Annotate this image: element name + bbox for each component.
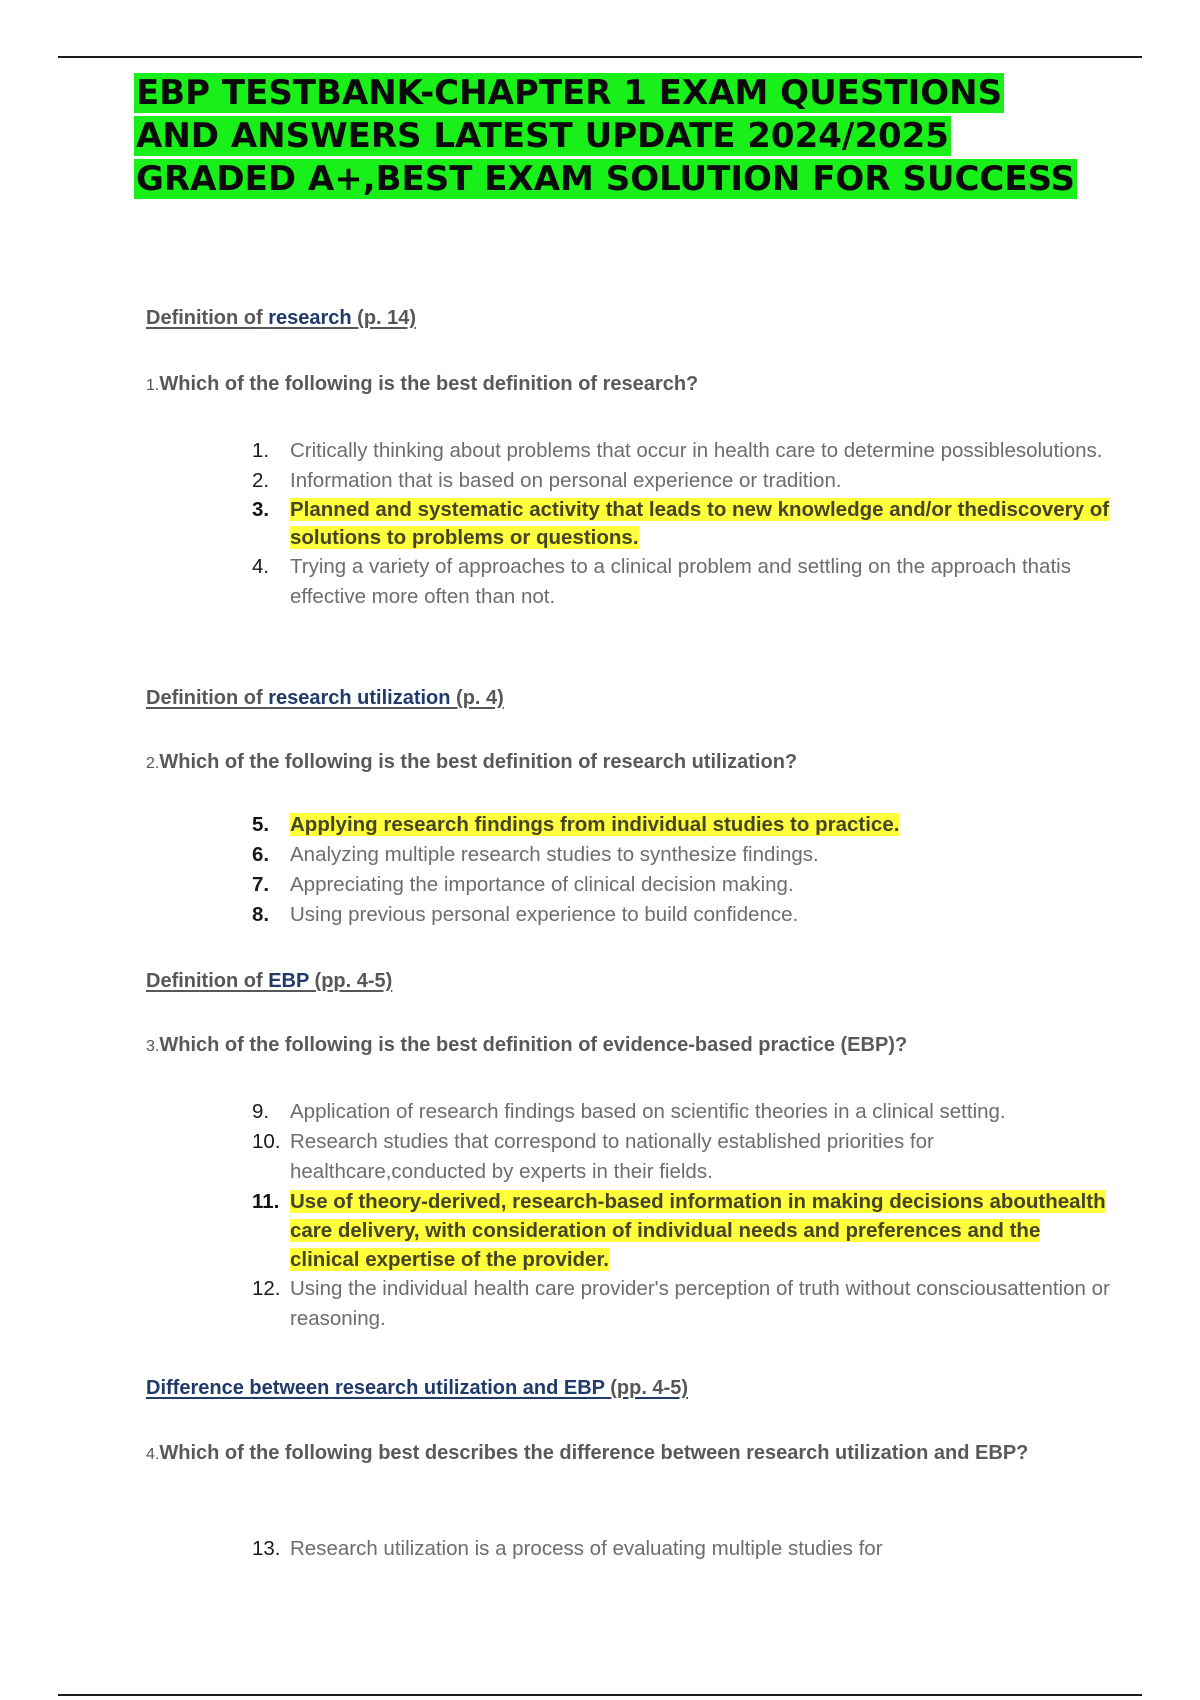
option-13: 13. Research utilization is a process of evaluating multiple studies for [252,1537,883,1560]
option-12: 12. Using the individual health care provider's perception of truth without consciousattention or reasoning. [252,1277,1110,1330]
section-heading-difference: Difference between research utilization and EBP (pp. 4-5) [146,1377,688,1399]
section-heading-research-utilization: Definition of research utilization (p. 4) [146,687,504,709]
question-4: 4.Which of the following best describes the difference between research utilization and EBP? [146,1442,1029,1464]
options-list-3 [252,1097,1112,1334]
options-list-2 [252,810,1112,930]
question-3: 3.Which of the following is the best definition of evidence-based practice (EBP)? [146,1034,908,1056]
option-1: 1. Critically thinking about problems that occur in health care to determine possiblesolutions. [252,439,1103,462]
option-8: 8. Using previous personal experience to build confidence. [252,903,799,926]
section-heading-research: Definition of research (p. 14) [146,307,417,329]
question-1: 1.Which of the following is the best definition of research? [146,373,699,395]
option-3-correct-answer: 3. Planned and systematic activity that leads to new knowledge and/or thediscovery of solutions to problems or questions. [252,498,1110,549]
option-9: 9. Application of research findings based on scientific theories in a clinical setting. [252,1100,1006,1123]
option-6: 6. Analyzing multiple research studies to synthesize findings. [252,843,819,866]
options-list-4 [252,1534,1112,1564]
option-4: 4. Trying a variety of approaches to a clinical problem and settling on the approach thatis effective more often than not. [252,555,1071,608]
document-title: EBP TESTBANK-CHAPTER 1 EXAM QUESTIONS AND ANSWERS LATEST UPDATE 2024/2025 GRADED A+,BEST EXAM SOLUTION FOR SUCCESS [136,73,1076,199]
option-2: 2. Information that is based on personal experience or tradition. [252,469,842,492]
options-list-1 [252,436,1112,612]
option-7: 7. Appreciating the importance of clinical decision making. [252,873,794,896]
option-10: 10. Research studies that correspond to nationally established priorities for healthcare,conducted by experts in their fields. [252,1130,934,1183]
bottom-rule [58,1694,1142,1696]
option-5-correct-answer: 5. Applying research findings from individual studies to practice. [252,813,900,836]
top-rule [58,56,1142,58]
section-heading-ebp: Definition of EBP (pp. 4-5) [146,970,393,992]
question-2: 2.Which of the following is the best definition of research utilization? [146,751,798,773]
option-11-correct-answer: 11. Use of theory-derived, research-based information in making decisions abouthealth care delivery, with consideration of individual needs and preferences and the clinical expertise of the provider. [252,1190,1106,1271]
